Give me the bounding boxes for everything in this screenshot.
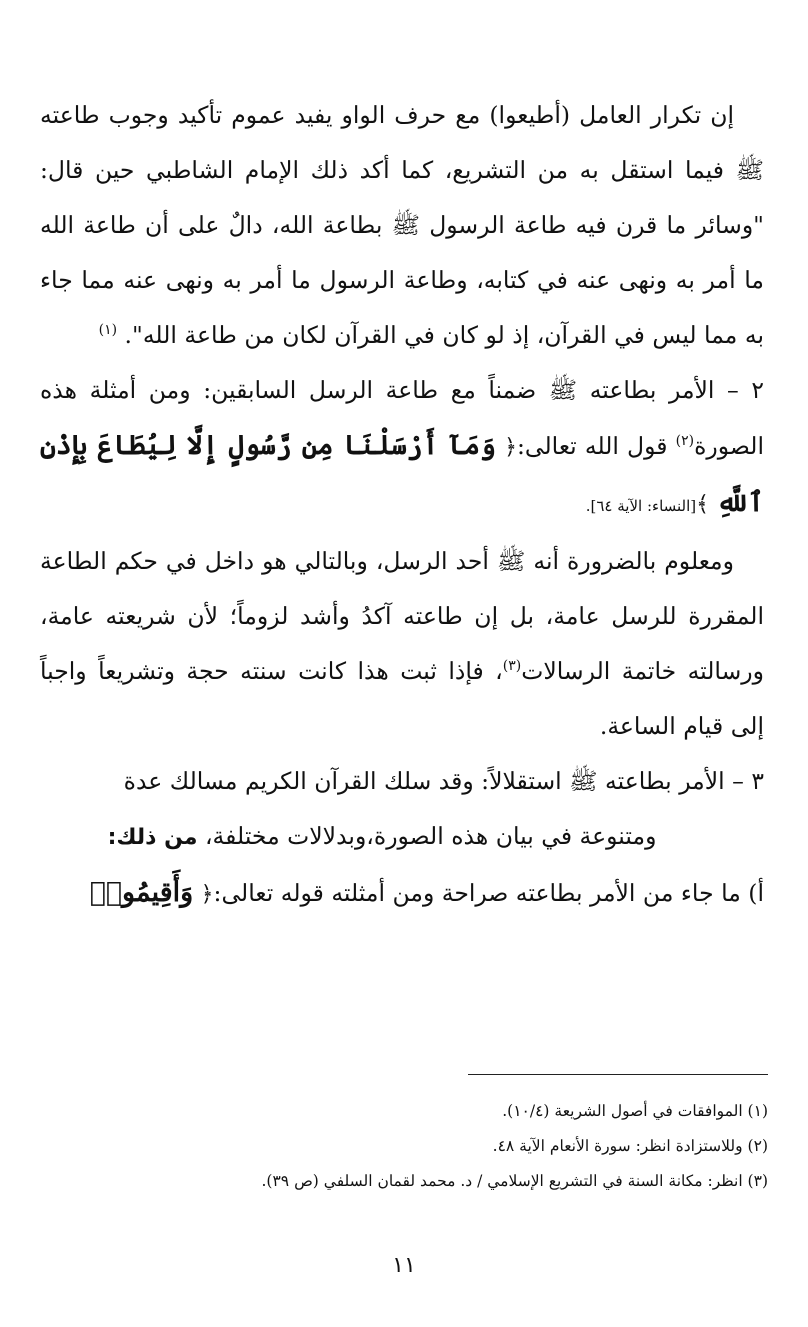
verse-bracket-close: ﴾ xyxy=(696,492,710,517)
paragraph-text: قول الله تعالى: xyxy=(517,432,676,460)
footnote-2: (٢) وللاستزادة انظر: سورة الأنعام الآية ٤٨. xyxy=(492,1137,768,1155)
quran-verse: وَمَآ أَرْسَلْنَا مِن رَّسُولٍ إِلَّا لِيُطَاعَ بِإِذْنِ ٱللَّهِ xyxy=(40,430,764,518)
footnotes xyxy=(40,1094,768,1199)
footnote-marker-2: (٢) xyxy=(675,433,695,450)
footnote-3: (٣) انظر: مكانة السنة في التشريع الإسلامي / د. محمد لقمان السلفي (ص ٣٩). xyxy=(261,1172,768,1190)
paragraph-text: ٣ – الأمر بطاعته ﷺ استقلالاً: وقد سلك القرآن الكريم مسالك عدة xyxy=(123,767,764,795)
paragraph-explicit-command xyxy=(40,865,764,922)
bold-phrase: من ذلك: xyxy=(107,825,198,850)
paragraph-implicit-obedience xyxy=(40,363,764,534)
paragraph-obedience-repetition xyxy=(40,88,764,363)
footnote-marker-3: (٣) xyxy=(502,658,522,675)
paragraph-text: أ) ما جاء من الأمر بطاعته صراحة ومن أمثلته قوله تعالى: xyxy=(213,879,764,907)
footnote-1: (١) الموافقات في أصول الشريعة (١٠/٤). xyxy=(502,1102,768,1120)
main-text xyxy=(40,88,764,922)
paragraph-text: ومعلوم بالضرورة أنه ﷺ أحد الرسل، وبالتالي هو داخل في حكم الطاعة المقررة للرسل عامة، بل إن طاعته آكدُ وأشد لزوماً؛ لأن شريعته عامة، ورسالته خاتمة الرسالات xyxy=(40,547,764,685)
footnote-divider xyxy=(468,1074,768,1075)
footnote-marker-1: (١) xyxy=(98,322,118,339)
paragraph-text: ٢ – الأمر بطاعته ﷺ ضمناً مع طاعة الرسل السابقين: ومن أمثلة هذه الصورة xyxy=(40,376,764,460)
verse-reference: [النساء: الآية ٦٤]. xyxy=(585,497,697,515)
paragraph-text: ومتنوعة في بيان هذه الصورة،وبدلالات مختلفة، xyxy=(197,822,657,850)
paragraph-text: ، فإذا ثبت هذا كانت سنته حجة وتشريعاً واجباً إلى قيام الساعة. xyxy=(40,657,764,740)
paragraph-general-obedience xyxy=(40,534,764,754)
paragraph-text: إن تكرار العامل (أطيعوا) مع حرف الواو يفيد عموم تأكيد وجوب طاعته ﷺ فيما استقل به من التشريع، كما أكد ذلك الإمام الشاطبي حين قال: "وسائر ما قرن فيه طاعة الرسول ﷺ بطاعة الله، دالٌ على أن طاعة الله ما أمر به ونهى عنه في كتابه، وطاعة الرسول ما أمر به ونهى عنه مما جاء به مما ليس في القرآن، إذ لو كان في القرآن لكان من طاعة الله". xyxy=(40,101,764,349)
verse-bracket-open: ﴿ xyxy=(200,882,214,907)
quran-verse: وَأَقِيمُوا۟ xyxy=(89,877,194,908)
page-number: ١١ xyxy=(392,1253,416,1278)
paragraph-continuation xyxy=(40,809,764,865)
paragraph-independent-obedience xyxy=(40,754,764,809)
verse-bracket-open: ﴿ xyxy=(504,435,517,460)
